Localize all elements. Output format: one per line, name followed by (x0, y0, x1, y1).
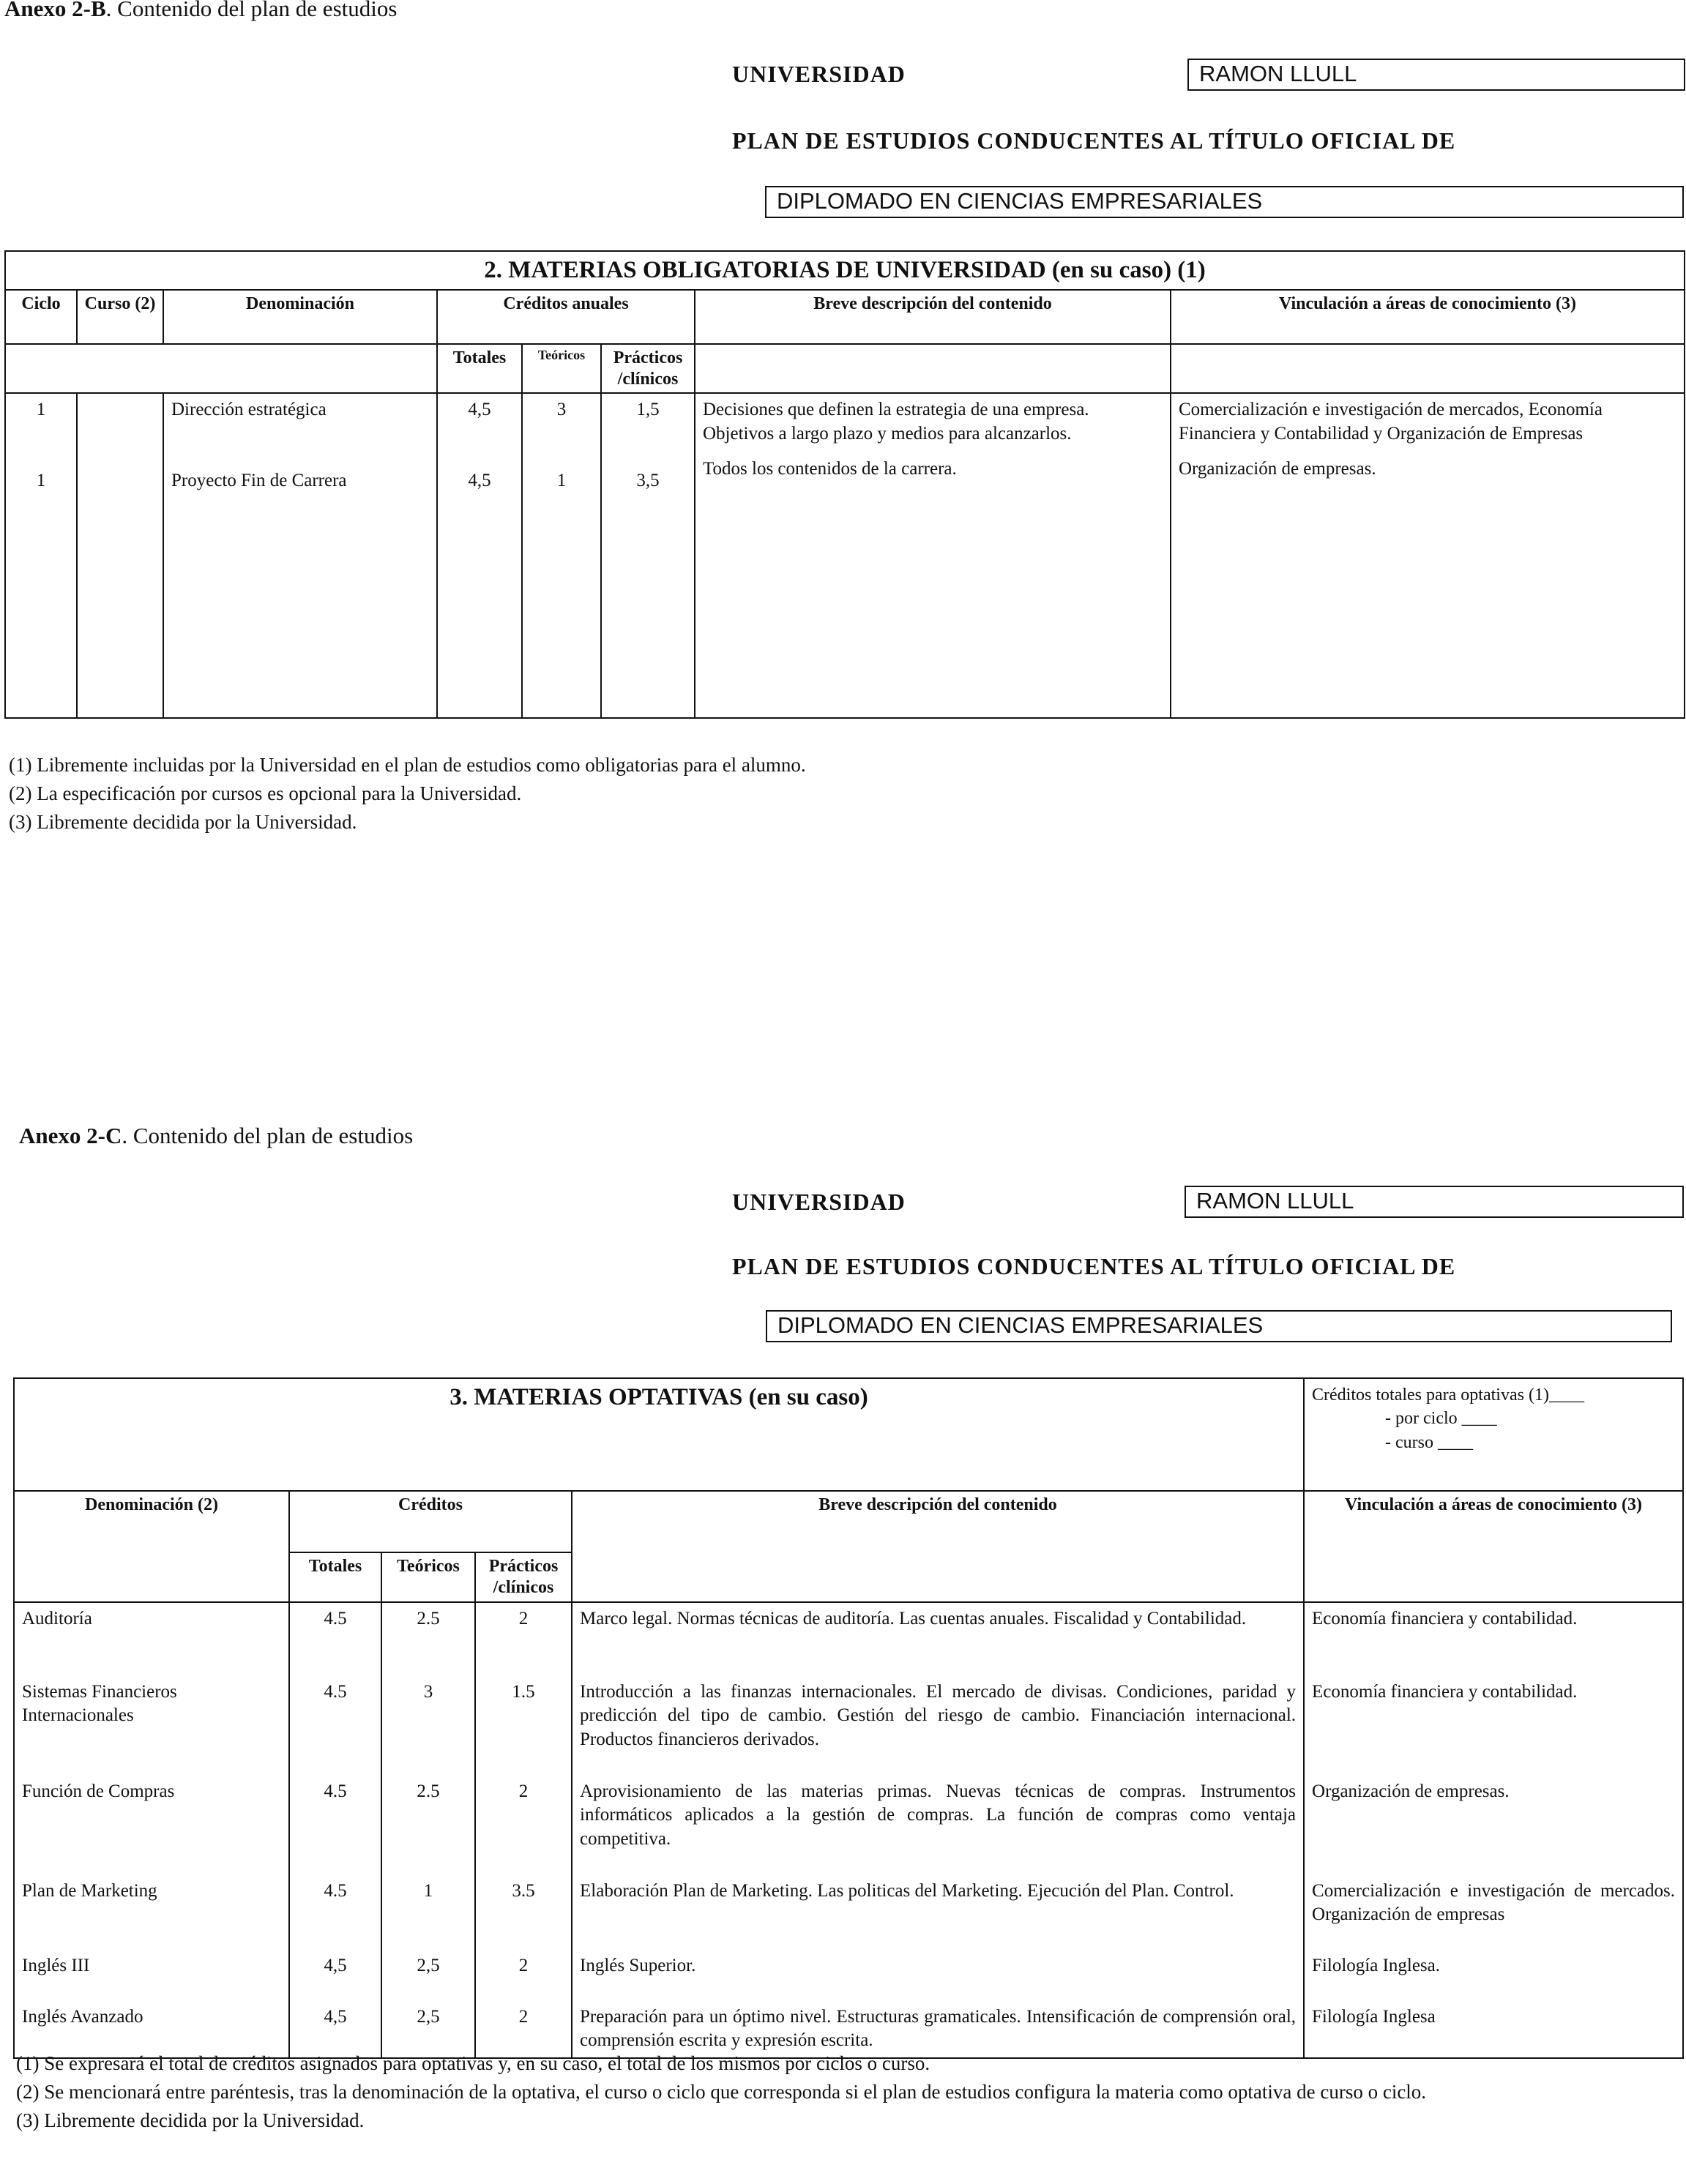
practicos-value: 2 (518, 1608, 529, 1628)
header-ciclo: Ciclo (5, 290, 77, 344)
teoricos-value: 3 (556, 400, 567, 420)
header-curso: Curso (2) (77, 290, 163, 344)
annex-c-title-text: . Contenido del plan de estudios (122, 1123, 414, 1148)
row-spacer (609, 422, 687, 469)
totales-value: 4,5 (324, 1955, 347, 1975)
teoricos-value: 1 (423, 1880, 433, 1901)
optativas-curso-line: - curso ____ (1385, 1432, 1474, 1452)
header-practicos: Prácticos /clínicos (475, 1552, 572, 1602)
annex-c-university-name: RAMON LLULL (1196, 1188, 1354, 1213)
denominacion-cell (14, 1602, 289, 2058)
annex-b-plan-label: PLAN DE ESTUDIOS CONDUCENTES AL TÍTULO OFICIAL DE (732, 127, 1456, 154)
teoricos-value: 2.5 (417, 1781, 440, 1801)
practicos-value: 1,5 (636, 400, 660, 420)
denominacion-cell (163, 393, 437, 718)
annex-c-plan-label: PLAN DE ESTUDIOS CONDUCENTES AL TÍTULO OFICIAL DE (732, 1253, 1456, 1279)
teoricos-value: 1 (556, 470, 567, 490)
annex-b-table (4, 250, 1685, 719)
row-spacer (171, 422, 429, 469)
header-denominacion: Denominación (2) (14, 1491, 289, 1602)
descripcion-value: Inglés Superior. (580, 1955, 696, 1975)
teoricos-value: 2,5 (417, 2006, 440, 2027)
annex-c-table-title: 3. MATERIAS OPTATIVAS (en su caso) (14, 1378, 1304, 1491)
row-spacer (530, 422, 593, 469)
header-teoricos: Teóricos (381, 1552, 475, 1602)
denominacion-value: Dirección estratégica (171, 400, 327, 420)
annex-c-title-code: Anexo 2-C (19, 1123, 122, 1148)
ciclo-value: 1 (36, 400, 46, 420)
practicos-value: 1.5 (512, 1681, 535, 1702)
curso-cell (77, 393, 163, 718)
vinculacion-value: Economía financiera y contabilidad. (1312, 1681, 1578, 1702)
totales-value: 4,5 (468, 470, 491, 490)
denominacion-value: Inglés III (22, 1955, 90, 1975)
vinculacion-cell (1304, 1602, 1683, 2058)
ciclo-value: 1 (36, 470, 46, 490)
annex-c-table (13, 1377, 1684, 2059)
note: (1) Libremente incluidas por la Universidad en el plan de estudios como obligatorias para el alumno. (9, 754, 806, 776)
annex-b-notes (9, 751, 806, 837)
vinculacion-value: Filología Inglesa. (1312, 1955, 1441, 1975)
practicos-value: 2 (518, 1955, 529, 1975)
header-practicos: Prácticos /clínicos (601, 344, 695, 394)
teoricos-value: 2.5 (417, 1608, 440, 1628)
header-blank (5, 344, 437, 394)
annex-b-university-name: RAMON LLULL (1199, 61, 1357, 86)
annex-b-title (4, 0, 397, 22)
vinculacion-value: Filología Inglesa (1312, 2006, 1436, 2027)
annex-b-degree-box (765, 186, 1684, 218)
header-vinculacion: Vinculación a áreas de conocimiento (3) (1171, 290, 1685, 344)
vinculacion-value: Organización de empresas. (1312, 1781, 1510, 1801)
practicos-value: 2 (518, 2006, 529, 2027)
descripcion-value: Elaboración Plan de Marketing. Las politicas del Marketing. Ejecución del Plan. Control. (580, 1880, 1234, 1901)
practicos-cell (601, 393, 695, 718)
annex-b-title-text: . Contenido del plan de estudios (105, 0, 398, 21)
annex-c-degree-box (766, 1310, 1672, 1342)
descripcion-value: Todos los contenidos de la carrera. (703, 459, 957, 479)
header-vinculacion: Vinculación a áreas de conocimiento (3) (1304, 1491, 1683, 1602)
practicos-value: 2 (518, 1781, 529, 1801)
descripcion-value: Aprovisionamiento de las materias primas. Nuevas técnicas de compras. Instrumentos informáticos aplicados a la gestión de compras. La función de compras como ventaja competitiva. (580, 1781, 1297, 1849)
note: (2) La especificación por cursos es opcional para la Universidad. (9, 782, 522, 805)
header-descripcion: Breve descripción del contenido (695, 290, 1171, 344)
annex-c-notes (16, 2049, 1678, 2135)
totales-value: 4,5 (324, 2006, 347, 2027)
vinculacion-value: Comercialización e investigación de mercados. Organización de empresas (1312, 1880, 1676, 1925)
note: (2) Se mencionará entre paréntesis, tras la denominación de la optativa, el curso o ciclo que corresponda si el plan de estudios configura la materia como optativa de curso o ciclo. (16, 2081, 1427, 2103)
descripcion-value: Decisiones que definen la estrategia de una empresa. Objetivos a largo plazo y medios para alcanzarlos. (703, 400, 1089, 444)
practicos-value: 3,5 (636, 470, 660, 490)
header-creditos: Créditos (289, 1491, 572, 1552)
vinculacion-value: Comercialización e investigación de mercados, Economía Financiera y Contabilidad y Organización de Empresas (1179, 400, 1603, 444)
vinculacion-cell (1171, 393, 1685, 718)
optativas-ciclo-line: - por ciclo ____ (1385, 1409, 1497, 1429)
denominacion-value: Proyecto Fin de Carrera (171, 470, 347, 490)
totales-value: 4.5 (324, 1681, 347, 1702)
descripcion-value: Introducción a las finanzas internacionales. El mercado de divisas. Condiciones, paridad y predicción del tipo de cambio. Gestión del riesgo de cambio. Financiación internacional. Productos financieros derivados. (580, 1681, 1297, 1749)
descripcion-value: Preparación para un óptimo nivel. Estructuras gramaticales. Intensificación de comprensión oral, comprensión escrita y expresión escrita. (580, 2006, 1297, 2051)
practicos-cell (475, 1602, 572, 2058)
annex-c-university-box (1185, 1186, 1684, 1218)
header-totales: Totales (437, 344, 522, 394)
teoricos-cell (381, 1602, 475, 2058)
descripcion-value: Marco legal. Normas técnicas de auditoría. Las cuentas anuales. Fiscalidad y Contabilidad. (580, 1608, 1247, 1628)
header-teoricos: Teóricos (522, 344, 601, 394)
teoricos-cell (522, 393, 601, 718)
annex-b-table-title: 2. MATERIAS OBLIGATORIAS DE UNIVERSIDAD (en su caso) (1) (5, 251, 1685, 290)
annex-c-university-label: UNIVERSIDAD (732, 1189, 906, 1215)
header-blank-desc (695, 344, 1171, 394)
note: (3) Libremente decidida por la Universidad. (16, 2109, 365, 2132)
denominacion-value: Auditoría (22, 1608, 92, 1628)
denominacion-value: Plan de Marketing (22, 1880, 157, 1901)
totales-value: 4,5 (468, 400, 491, 420)
totales-cell (289, 1602, 381, 2058)
totales-cell (437, 393, 522, 718)
totales-value: 4.5 (324, 1880, 347, 1901)
optativas-total-line: Créditos totales para optativas (1)____ (1312, 1385, 1584, 1405)
vinculacion-value: Economía financiera y contabilidad. (1312, 1608, 1578, 1628)
header-creditos: Créditos anuales (437, 290, 695, 344)
header-denominacion: Denominación (163, 290, 437, 344)
annex-b-title-code: Anexo 2-B (4, 0, 106, 21)
totales-value: 4.5 (324, 1608, 347, 1628)
annex-b-degree: DIPLOMADO EN CIENCIAS EMPRESARIALES (777, 188, 1263, 214)
annex-c-title (19, 1123, 413, 1149)
row-spacer (445, 422, 514, 469)
row-spacer (13, 422, 69, 469)
ciclo-cell (5, 393, 77, 718)
denominacion-value: Función de Compras (22, 1781, 175, 1801)
note: (1) Se expresará el total de créditos asignados para optativas y, en su caso, el total de los mismos por ciclos o curso. (16, 2052, 930, 2074)
descripcion-cell (572, 1602, 1304, 2058)
header-descripcion: Breve descripción del contenido (572, 1491, 1304, 1602)
denominacion-value: Inglés Avanzado (22, 2006, 143, 2027)
vinculacion-value: Organización de empresas. (1179, 459, 1376, 479)
descripcion-cell (695, 393, 1171, 718)
header-blank-vinc (1171, 344, 1685, 394)
annex-c-degree: DIPLOMADO EN CIENCIAS EMPRESARIALES (777, 1312, 1264, 1338)
teoricos-value: 3 (423, 1681, 433, 1702)
optativas-credits-note (1304, 1378, 1683, 1491)
totales-value: 4.5 (324, 1781, 347, 1801)
denominacion-value: Sistemas Financieros Internacionales (22, 1681, 177, 1726)
teoricos-value: 2,5 (417, 1955, 440, 1975)
practicos-value: 3.5 (512, 1880, 535, 1901)
annex-b-university-box (1187, 59, 1685, 91)
annex-b-university-label: UNIVERSIDAD (732, 61, 906, 87)
note: (3) Libremente decidida por la Universidad. (9, 811, 357, 834)
header-totales: Totales (289, 1552, 381, 1602)
